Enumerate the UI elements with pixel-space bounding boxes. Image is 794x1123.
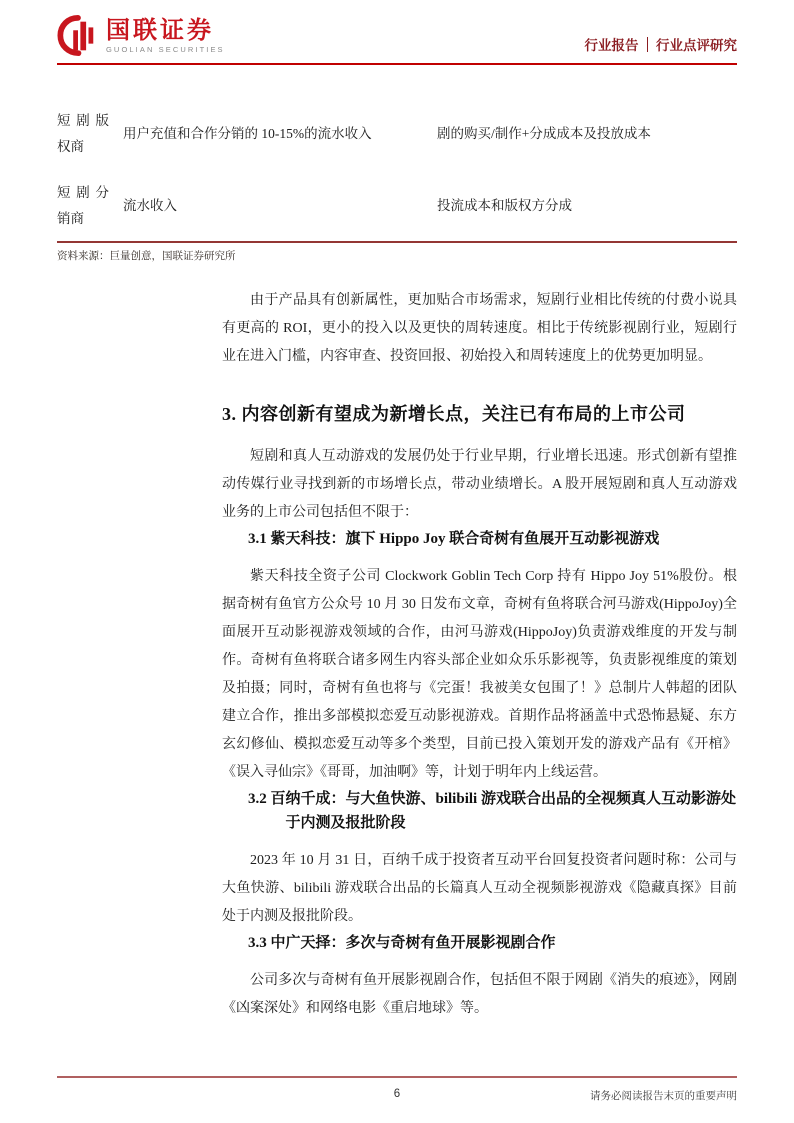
revenue-cost-table [57,99,737,243]
report-body [222,287,737,1023]
logo-cn-text: 国联证券 [106,17,214,44]
row-label: 短剧版 权商 [57,113,109,154]
paragraph-section-3-3: 公司多次与奇树有鱼开展影视剧合作，包括但不限于网剧《消失的痕迹》，网剧《凶案深处》和网络电影《重启地球》等。 [222,973,737,1016]
table-row [57,99,737,169]
logo-en-text: GUOLIAN SECURITIES [106,45,225,54]
row-label: 短剧分 销商 [57,185,109,226]
footer-disclaimer: 请务必阅读报告末页的重要声明 [590,1091,737,1102]
page-number: 6 [393,1088,401,1100]
section-3-1-heading: 3.1 紫天科技：旗下 Hippo Joy 联合奇树有鱼展开互动影视游戏 [248,531,660,547]
section-3-3-heading: 3.3 中广天择：多次与奇树有鱼开展影视剧合作 [248,935,556,951]
report-type-left: 行业报告 [584,38,639,53]
table-row [57,171,737,241]
row-revenue-cell: 用户充值和合作分销的 10-15%的流水收入 [123,126,372,141]
paragraph-section-3-1: 紫天科技全资子公司 Clockwork Goblin Tech Corp 持有 Hippo Joy 51%股份。根据奇树有鱼官方公众号 10 月 30 日发布文章，奇树有鱼将联合河马游戏(HippoJoy)全面展开互动影视游戏领域的合作，由河马游戏(HippoJoy)负责游戏维度的开发与制作。奇树有鱼将联合诸多网生内容头部企业如众乐乐影视等，负责影视维度的策划及拍摄；同时，奇树有鱼也将与《完蛋！我被美女包围了！》总制片人韩超的团队建立合作，推出多部模拟恋爱互动影视游戏。首期作品将涵盖中式恐怖悬疑、东方玄幻修仙、模拟恋爱互动等多个类型，目前已投入策划开发的游戏产品有《开棺》《误入寻仙宗》《哥哥，加油啊》等，计划于明年内上线运营。 [222,569,737,780]
section-3-heading: 3. 内容创新有望成为新增长点，关注已有布局的上市公司 [222,404,686,424]
section-3-2-heading: 3.2 百纳千成：与大鱼快游、bilibili 游戏联合出品的全视频真人互动影游处于内测及报批阶段 [248,791,736,831]
table-source: 资料来源：巨量创意，国联证券研究所 [57,251,236,262]
page-header [57,0,737,57]
paragraph-section-3: 短剧和真人互动游戏的发展仍处于行业早期，行业增长迅速。形式创新有望推动传媒行业寻找到新的市场增长点，带动业绩增长。A 股开展短剧和真人互动游戏业务的上市公司包括但不限于： [222,449,737,520]
row-cost-cell: 投流成本和版权方分成 [437,198,572,213]
guolian-logo-icon [57,15,99,57]
report-type-divider [647,37,649,52]
page-footer [57,1076,737,1104]
row-cost-cell: 剧的购买/制作+分成成本及投放成本 [437,126,651,141]
footer-rule [57,1076,737,1078]
report-type-right: 行业点评研究 [656,38,737,53]
guolian-logo [57,15,225,57]
paragraph-intro: 由于产品具有创新属性，更加贴合市场需求，短剧行业相比传统的付费小说具有更高的 ROI，更小的投入以及更快的周转速度。相比于传统影视剧行业，短剧行业在进入门槛，内容审查、投资回报、初始投入和周转速度上的优势更加明显。 [222,293,737,364]
paragraph-section-3-2: 2023 年 10 月 31 日，百纳千成于投资者互动平台回复投资者问题时称：公司与大鱼快游、bilibili 游戏联合出品的长篇真人互动全视频影视游戏《隐藏真探》目前处于内测及报批阶段。 [222,853,737,924]
row-revenue-cell: 流水收入 [123,198,177,213]
report-type-label [585,34,738,57]
header-rule [57,63,737,65]
